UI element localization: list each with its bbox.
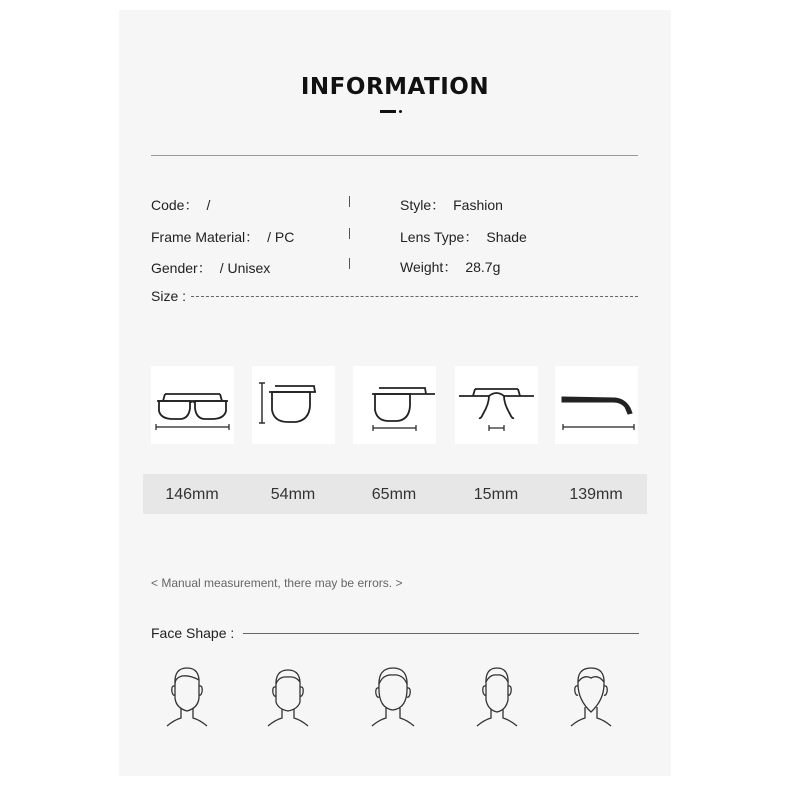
frame-width-value: 146mm bbox=[165, 486, 219, 503]
divider bbox=[151, 155, 638, 156]
spec-code-label: Code： bbox=[151, 197, 199, 213]
oval-face-icon bbox=[162, 662, 212, 732]
lens-height-card bbox=[252, 366, 335, 444]
square-face-icon bbox=[263, 662, 313, 732]
face-shape-rule bbox=[243, 633, 639, 634]
heart-face-icon bbox=[566, 662, 616, 732]
spec-separator bbox=[349, 196, 350, 207]
frame-width-glasses-icon bbox=[151, 366, 234, 444]
spec-code bbox=[151, 195, 210, 215]
spec-style-value: Fashion bbox=[453, 197, 503, 213]
spec-frame-material bbox=[151, 227, 294, 247]
size-row bbox=[151, 288, 638, 306]
face-shape-label: Face Shape : bbox=[151, 625, 235, 641]
spec-gender-label: Gender： bbox=[151, 260, 212, 276]
spec-weight bbox=[400, 257, 500, 277]
temple-length-value: 139mm bbox=[569, 486, 623, 503]
spec-style-label: Style： bbox=[400, 197, 446, 213]
spec-weight-label: Weight： bbox=[400, 259, 458, 275]
lens-height-glasses-icon bbox=[252, 366, 335, 444]
bridge-width-value: 15mm bbox=[473, 486, 519, 503]
round-face-icon bbox=[367, 662, 419, 732]
temple-length-card bbox=[555, 366, 638, 444]
frame-width-card bbox=[151, 366, 234, 444]
spec-separator bbox=[349, 258, 350, 269]
page-title: INFORMATION bbox=[300, 74, 490, 100]
lens-height-value: 54mm bbox=[270, 486, 316, 503]
temple-length-glasses-icon bbox=[555, 366, 638, 444]
spec-code-value: / bbox=[206, 197, 211, 213]
spec-lens-type-label: Lens Type： bbox=[400, 229, 479, 245]
bridge-width-card bbox=[455, 366, 538, 444]
lens-width-glasses-icon bbox=[353, 366, 436, 444]
spec-frame-material-value: / PC bbox=[267, 229, 295, 245]
spec-style bbox=[400, 195, 503, 215]
bridge-width-glasses-icon bbox=[455, 366, 538, 444]
spec-gender-value: / Unisex bbox=[219, 260, 271, 276]
spec-frame-material-label: Frame Material： bbox=[151, 229, 260, 245]
face-shape-row bbox=[151, 625, 639, 643]
spec-lens-type bbox=[400, 227, 527, 247]
size-label: Size : bbox=[151, 288, 187, 304]
long-face-icon bbox=[472, 662, 522, 732]
measurement-note: < Manual measurement, there may be errors. > bbox=[151, 576, 403, 590]
spec-separator bbox=[349, 228, 350, 239]
lens-width-value: 65mm bbox=[371, 486, 417, 503]
lens-width-card bbox=[353, 366, 436, 444]
dotted-leader bbox=[191, 296, 638, 297]
spec-gender bbox=[151, 258, 270, 278]
spec-weight-value: 28.7g bbox=[465, 259, 501, 275]
spec-lens-type-value: Shade bbox=[486, 229, 527, 245]
